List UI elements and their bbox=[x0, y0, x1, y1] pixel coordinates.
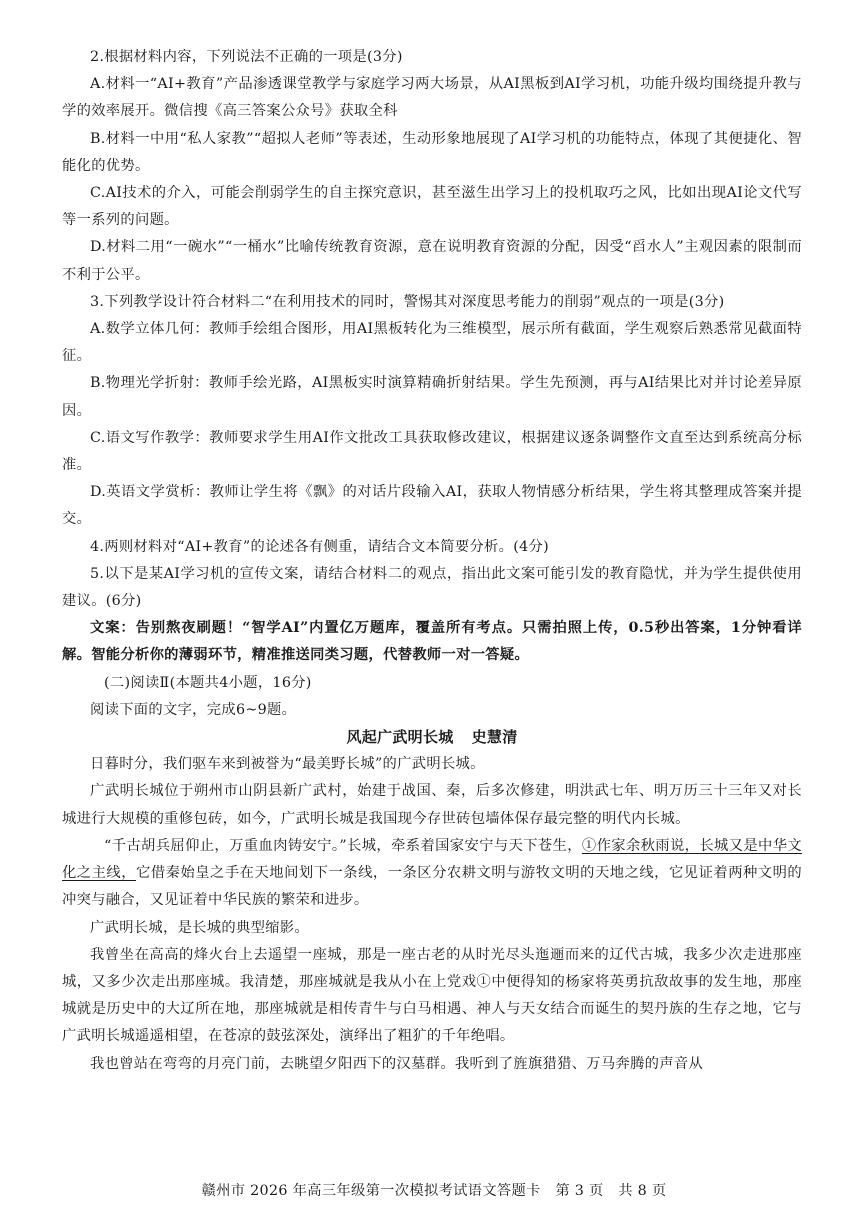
question-3-option-b: B.物理光学折射：教师手绘光路，AI黑板实时演算精确折射结果。学生先预测，再与AI结果比对并讨论差异原因。 bbox=[62, 375, 802, 419]
section-heading: (二)阅读Ⅱ(本题共4小题，16分) bbox=[104, 674, 312, 691]
article-title-line bbox=[62, 724, 802, 751]
question-2-option-d: D.材料二用“一碗水”“一桶水”比喻传统教育资源，意在说明教育资源的分配，因受“舀水人”主观因素的限制而不利于公平。 bbox=[62, 239, 802, 283]
article-paragraph-3-lead: “千古胡兵屈仰止，万重血肉铸安宁。”长城，牵系着国家安宁与天下苍生， bbox=[104, 837, 582, 854]
article-paragraph-4: 广武明长城，是长城的典型缩影。 bbox=[90, 919, 309, 936]
question-3-option-d: D.英语文学赏析：教师让学生将《飘》的对话片段输入AI，获取人物情感分析结果，学生将其整理成答案并提交。 bbox=[62, 484, 802, 528]
ad-copy-text: 文案：告别熬夜刷题！“智学AI”内置亿万题库，覆盖所有考点。只需拍照上传，0.5秒出答案，1分钟看详解。智能分析你的薄弱环节，精准推送同类习题，代替教师一对一答疑。 bbox=[62, 620, 802, 664]
page-footer: 赣州市 2026 年高三年级第一次模拟考试语文答题卡 第 3 页 共 8 页 bbox=[201, 1183, 667, 1199]
question-3-option-c: C.语文写作教学：教师要求学生用AI作文批改工具获取修改建议，根据建议逐条调整作文直至达到系统高分标准。 bbox=[62, 429, 802, 474]
article-paragraph-2: 广武明长城位于朔州市山阴县新广武村，始建于战国、秦，后多次修建，明洪武七年、明万历三十三年又对长城进行大规模的重修包砖，如今，广武明长城是我国现今存世砖包墙体保存最完整的明代内长城。 bbox=[62, 783, 802, 827]
question-2-option-c: C.AI技术的介入，可能会削弱学生的自主探究意识，甚至滋生出学习上的投机取巧之风，比如出现AI论文代写等一系列的问题。 bbox=[62, 185, 802, 229]
question-3-stem: 3.下列教学设计符合材料二“在利用技术的同时，警惕其对深度思考能力的削弱”观点的一项是(3分) bbox=[90, 293, 725, 310]
question-2-option-a: A.材料一“AI+教育”产品渗透课堂教学与家庭学习两大场景，从AI黑板到AI学习机，功能升级均围绕提升教与学的效率展开。微信搜《高三答案公众号》获取全科 bbox=[62, 76, 802, 120]
section-instruction: 阅读下面的文字，完成6~9题。 bbox=[90, 701, 297, 718]
article-paragraph-5: 我曾坐在高高的烽火台上去遥望一座城，那是一座古老的从时光尽头迤逦而来的辽代古城，我多少次走进那座城，又多少次走出那座城。我清楚，那座城就是我从小在上党戏①中便得知的杨家将英勇抗敌故事的发生地，那座城就是历史中的大辽所在地，那座城就是相传青牛与白马相遇、神人与天女结合而诞生的契丹族的生存之地，它与广武明长城遥遥相望，在苍凉的鼓弦深处，演绎出了粗犷的千年绝唱。 bbox=[62, 946, 802, 1045]
question-4: 4.两则材料对“AI+教育”的论述各有侧重，请结合文本简要分析。(4分) bbox=[90, 538, 549, 555]
exam-page bbox=[62, 44, 802, 1078]
article-paragraph-6: 我也曾站在弯弯的月亮门前，去眺望夕阳西下的汉墓群。我听到了旌旗猎猎、万马奔腾的声音从 bbox=[90, 1055, 704, 1072]
article-paragraph-3 bbox=[62, 833, 802, 915]
question-2-option-b: B.材料一中用“私人家教”“超拟人老师”等表述，生动形象地展现了AI学习机的功能特点，体现了其便捷化、智能化的优势。 bbox=[62, 130, 802, 174]
question-5: 5.以下是某AI学习机的宣传文案，请结合材料二的观点，指出此文案可能引发的教育隐忧，并为学生提供使用建议。(6分) bbox=[62, 565, 802, 610]
article-author: 史慧清 bbox=[471, 728, 518, 747]
article-title: 风起广武明长城 bbox=[346, 728, 454, 747]
article-paragraph-3-rest: 它借秦始皇之手在天地间划下一条线，一条区分农耕文明与游牧文明的天地之线，它见证着两种文明的冲突与融合，又见证着中华民族的繁荣和进步。 bbox=[62, 865, 803, 909]
question-3-option-a: A.数学立体几何：教师手绘组合图形，用AI黑板转化为三维模型，展示所有截面，学生观察后熟悉常见截面特征。 bbox=[62, 321, 802, 365]
question-2-stem: 2.根据材料内容，下列说法不正确的一项是(3分) bbox=[90, 49, 403, 65]
underlined-sentence-1: ①作家余秋雨说，长城又是中华文化之主线， bbox=[62, 837, 803, 882]
article-paragraph-1: 日暮时分，我们驱车来到被誉为“最美野长城”的广武明长城。 bbox=[90, 756, 485, 773]
